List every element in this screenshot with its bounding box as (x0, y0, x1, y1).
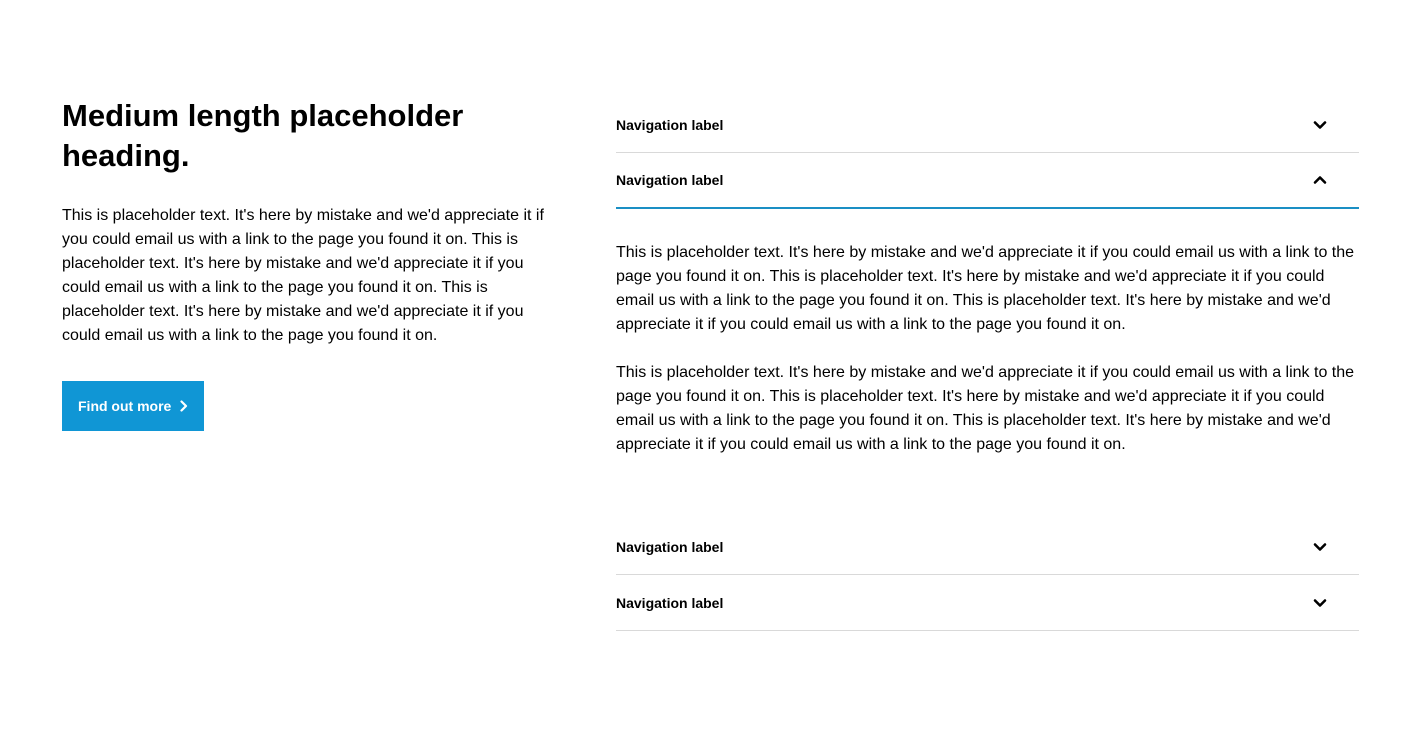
chevron-down-icon (1312, 117, 1328, 133)
intro-section (62, 96, 552, 431)
page-heading: Medium length placeholder heading. (62, 98, 464, 173)
accordion-label-4: Navigation label (616, 594, 724, 611)
accordion (616, 97, 1359, 631)
chevron-down-icon (1312, 595, 1328, 611)
accordion-paragraph-2: This is placeholder text. It's here by mistake and we'd appreciate it if you could email us with a link to the page you found it on. This is placeholder text. It's here by mistake and we'd appreciate it if you could email us with a link to the page you found it on. This is placeholder text. It's here by mistake and we'd appreciate it if you could email us with a link to the page you found it on. (616, 364, 1355, 453)
accordion-label-1: Navigation label (616, 116, 724, 133)
chevron-right-icon (180, 400, 188, 412)
accordion-header-4[interactable] (616, 575, 1359, 631)
accordion-item-4 (616, 575, 1359, 631)
accordion-label-2: Navigation label (616, 172, 724, 188)
accordion-paragraph-1: This is placeholder text. It's here by mistake and we'd appreciate it if you could email us with a link to the page you found it on. This is placeholder text. It's here by mistake and we'd appreciate it if you could email us with a link to the page you found it on. This is placeholder text. It's here by mistake and we'd appreciate it if you could email us with a link to the page you found it on. (616, 244, 1355, 333)
accordion-header-3[interactable] (616, 519, 1359, 575)
accordion-item-3 (616, 519, 1359, 575)
accordion-header-1[interactable] (616, 97, 1359, 153)
accordion-header-2[interactable] (616, 153, 1359, 209)
accordion-item-2 (616, 153, 1359, 519)
accordion-panel-2 (616, 209, 1359, 519)
intro-text: This is placeholder text. It's here by mistake and we'd appreciate it if you could email us with a link to the page you found it on. This is placeholder text. It's here by mistake and we'd appreciate it if you could email us with a link to the page you found it on. This is placeholder text. It's here by mistake and we'd appreciate it if you could email us with a link to the page you found it on. (62, 207, 544, 344)
find-out-more-label: Find out more (78, 398, 172, 414)
chevron-up-icon (1312, 172, 1328, 188)
accordion-label-3: Navigation label (616, 538, 724, 555)
accordion-item-1 (616, 97, 1359, 153)
find-out-more-button[interactable] (62, 381, 204, 431)
chevron-down-icon (1312, 539, 1328, 555)
